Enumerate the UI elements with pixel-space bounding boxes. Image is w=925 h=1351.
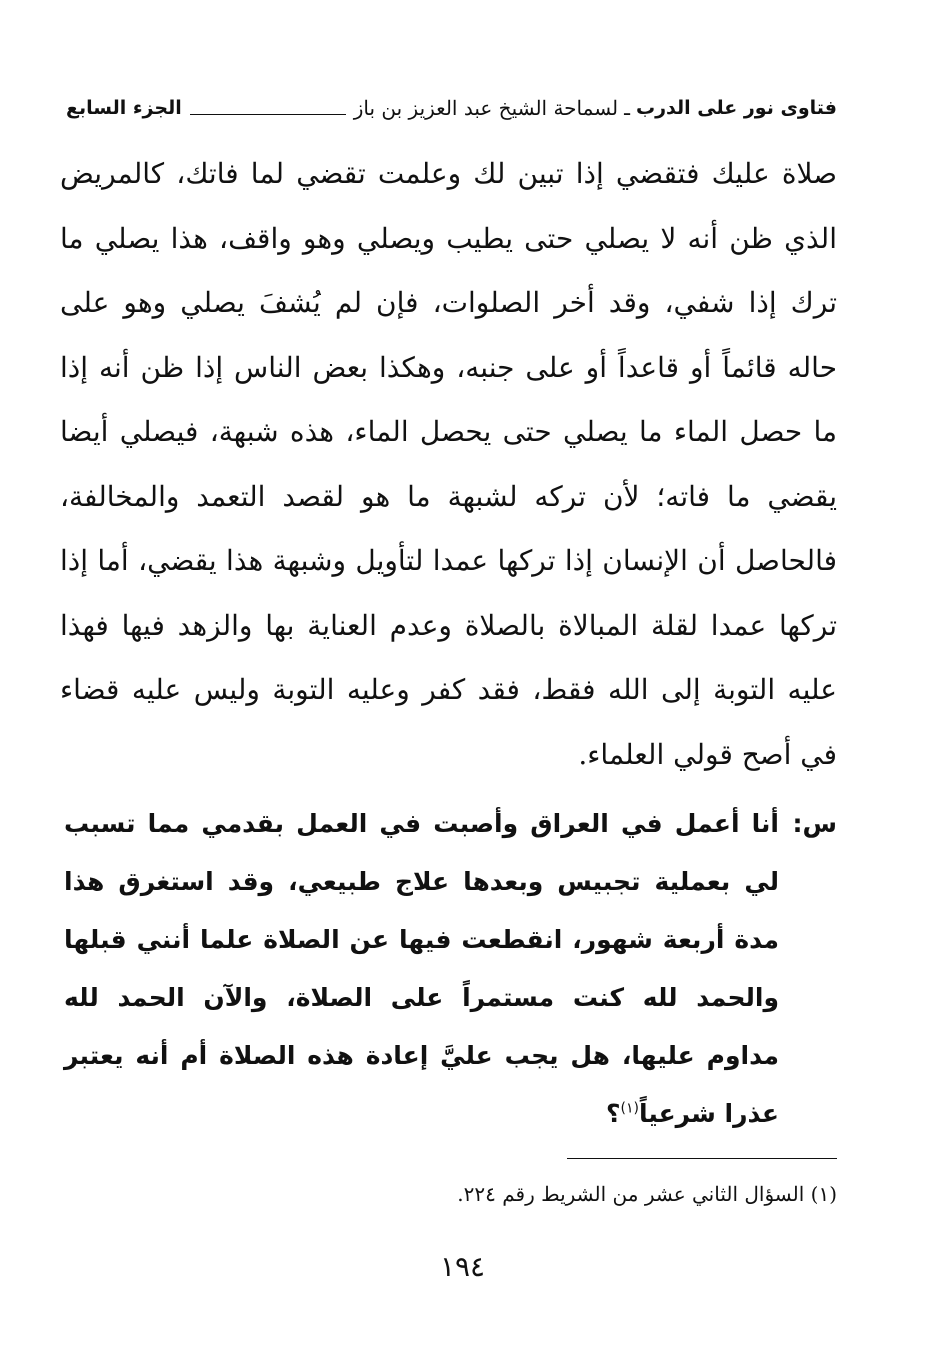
header-separator: ـ — [624, 96, 630, 120]
question-end-mark: ؟ — [606, 1099, 621, 1128]
question-label: س: — [792, 809, 837, 838]
book-title: فتاوى نور على الدرب — [636, 97, 837, 119]
answer-paragraph: صلاة عليك فتقضي إذا تبين لك وعلمت تقضي لما فاتك، كالمريض الذي ظن أنه لا يصلي حتى يطيب ويصلي وهو واقف، هذا يصلي ما ترك إذا شفي، وقد أخر الصلوات، فإن لم يُشفَ يصلي وهو على حاله قائماً أو قاعداً أو على جنبه، وهكذا بعض الناس إذا ظن أنه إذا ما حصل الماء ما يصلي حتى يحصل الماء، هذه شبهة، فيصلي أيضا يقضي ما فاته؛ لأن تركه لشبهة ما هو لقصد التعمد والمخالفة، فالحاصل أن الإنسان إذا تركها عمدا لتأويل وشبهة هذا يقضي، أما إذا تركها عمدا لقلة المبالاة بالصلاة وعدم العناية بها والزهد فيها فهذا عليه التوبة إلى الله فقط، فقد كفر وعليه التوبة وليس عليه قضاء في أصح قولي العلماء. — [60, 157, 838, 771]
header-rule — [190, 114, 346, 115]
question-block — [64, 795, 837, 1143]
question-text: أنا أعمل في العراق وأصبت في العمل بقدمي مما تسبب لي بعملية تجبيس وبعدها علاج طبيعي، وقد استغرق هذا مدة أربعة شهور، انقطعت فيها عن الصلاة علما أنني قبلها والحمد لله كنت مستمراً على الصلاة، والآن الحمد لله مداوم عليها، هل يجب عليَّ إعادة هذه الصلاة أم أنه يعتبر عذرا شرعياً — [64, 809, 779, 1128]
author-name: لسماحة الشيخ عبد العزيز بن باز — [353, 96, 619, 120]
running-header — [66, 92, 837, 124]
question-body — [64, 795, 779, 1143]
footnote-divider — [567, 1158, 837, 1159]
footnote-reference[interactable]: (١) — [620, 1100, 639, 1117]
page-number: ١٩٤ — [439, 1250, 486, 1283]
volume-label: الجزء السابع — [66, 97, 182, 119]
footnote: (١) السؤال الثاني عشر من الشريط رقم ٢٢٤. — [457, 1182, 837, 1206]
